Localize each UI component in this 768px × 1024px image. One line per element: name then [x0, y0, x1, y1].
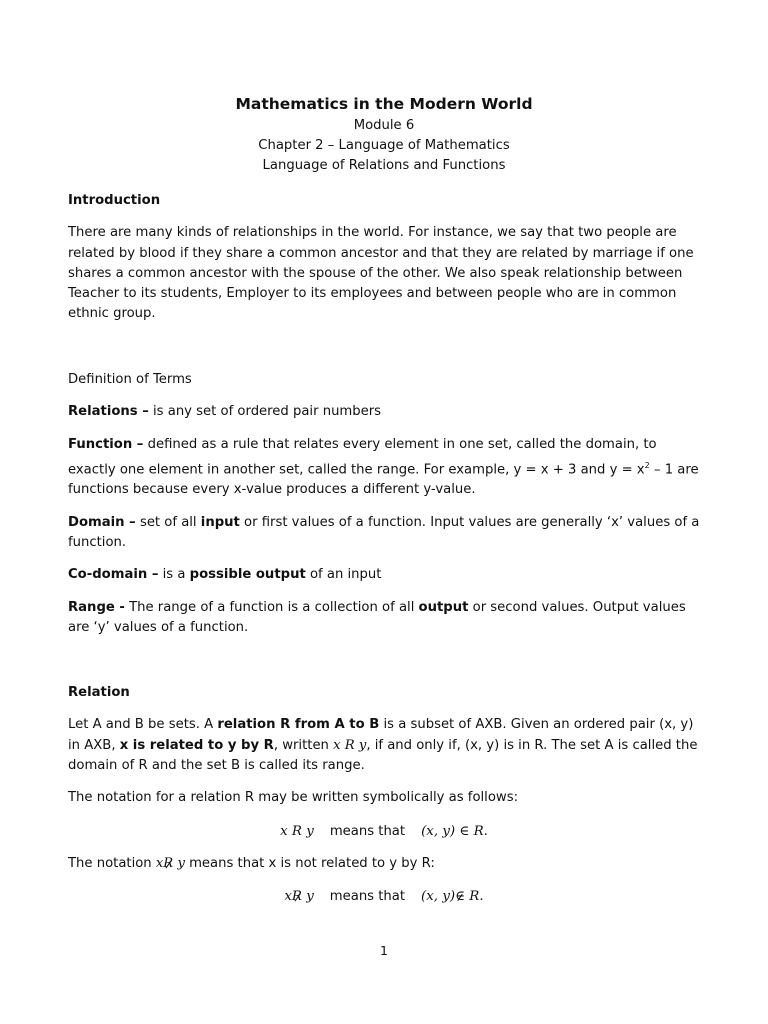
not-related-symbol: R — [163, 854, 173, 874]
nf-not-related-symbol: R — [292, 887, 302, 907]
domain-text-post: or first values of a function. Input values are generally ‘x’ values of a function. — [68, 514, 700, 550]
topic-label: Language of Relations and Functions — [262, 158, 506, 173]
document-body — [68, 191, 700, 908]
range-text-pre: The range of a function is a collection of all — [124, 599, 419, 615]
function-exponent: 2 — [644, 460, 650, 470]
codomain-definition — [68, 565, 700, 585]
not-related-paragraph — [68, 854, 700, 874]
notation-intro: The notation for a relation R may be written symbolically as follows: — [68, 790, 519, 806]
not-related-text-b: means that x is not related to y by R: — [184, 855, 435, 871]
relation-text-d: x is related to y by R — [119, 737, 274, 753]
relation-heading: Relation — [68, 685, 130, 701]
domain-text-bold: input — [200, 514, 240, 530]
relation-text-c: is a subset of AXB. Given an ordered pair (x, y) in AXB, — [68, 717, 694, 753]
codomain-text-bold: possible output — [189, 567, 306, 583]
range-definition — [68, 598, 700, 639]
domain-definition — [68, 513, 700, 554]
codomain-text-post: of an input — [305, 567, 382, 583]
relation-paragraph — [68, 715, 700, 776]
codomain-text-pre: is a — [158, 567, 190, 583]
nf-set-r: R. — [465, 889, 484, 905]
relation-text-a: Let A and B be sets. A — [68, 717, 218, 733]
document-title: Mathematics in the Modern World — [235, 95, 533, 113]
function-term: Function – — [68, 437, 144, 453]
codomain-term: Co-domain – — [68, 567, 159, 583]
nf-pair: (x, y) — [421, 889, 456, 905]
relation-text-f: , if and only if, (x, y) is in R. The set A is called the domain of R and the set B is called its range. — [68, 737, 698, 774]
function-text-a: defined as a rule that relates every element in one set, called the domain, to exactly one element in another set, called the range. For example, y = x + 3 and y = x — [68, 437, 657, 478]
not-related-y: y — [177, 855, 185, 871]
definitions-heading: Definition of Terms — [68, 371, 192, 387]
nf-middle: means that — [329, 889, 406, 905]
chapter-label: Chapter 2 – Language of Mathematics — [258, 138, 510, 153]
not-related-x: x — [155, 855, 164, 871]
domain-text-pre: set of all — [135, 514, 201, 530]
function-definition — [68, 435, 700, 500]
function-text-b: – 1 are functions because every x-value produces a different y-value. — [68, 462, 699, 498]
document-header — [0, 93, 768, 176]
relation-text-e: , written — [273, 737, 334, 753]
range-text-bold: output — [418, 599, 469, 615]
relation-math-xry: x R y — [333, 737, 367, 753]
formula-left: x R y — [280, 823, 314, 839]
domain-term: Domain – — [68, 514, 136, 530]
relation-text-b: relation R from A to B — [217, 717, 380, 733]
nf-not-element-symbol: ∈ — [455, 887, 465, 907]
range-term: Range - — [68, 599, 125, 615]
not-related-text-a: The notation — [68, 855, 156, 871]
module-label: Module 6 — [353, 118, 415, 133]
relations-text: is any set of ordered pair numbers — [148, 404, 382, 420]
page-number: 1 — [380, 943, 388, 958]
relations-definition — [68, 402, 700, 422]
formula-middle: means that — [329, 823, 406, 839]
nf-y: y — [306, 889, 314, 905]
relations-term: Relations – — [68, 404, 149, 420]
relation-formula — [68, 822, 700, 842]
nf-x: x — [284, 889, 292, 905]
introduction-heading: Introduction — [68, 193, 161, 208]
formula-right: (x, y) ∈ R. — [421, 823, 488, 839]
range-text-post: or second values. Output values are ‘y’ values of a function. — [68, 599, 686, 635]
introduction-paragraph: There are many kinds of relationships in the world. For instance, we say that two people are related by blood if they share a common ancestor and that they are related by marriage if one shares a common ancestor with the spouse of the other. We also speak relationship between Teacher to its students, Employer to its employees and between people who are in common ethnic group. — [68, 225, 694, 322]
not-related-formula — [68, 887, 700, 907]
